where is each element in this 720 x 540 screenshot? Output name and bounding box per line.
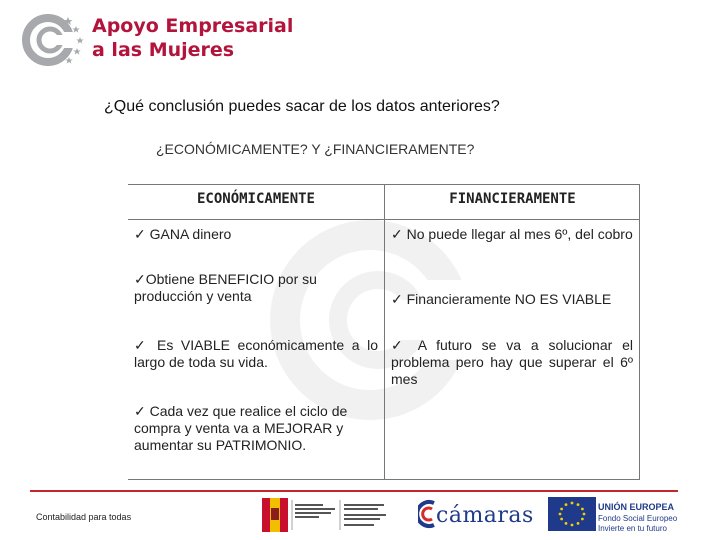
economic-item-2: ✓Obtiene BENEFICIO por su producción y venta [134, 271, 317, 304]
eu-subtitle [598, 514, 677, 534]
subtitle: ¿ECONÓMICAMENTE? Y ¿FINANCIERAMENTE? [156, 141, 475, 157]
brand-emblem-icon [22, 12, 86, 68]
column-divider [384, 185, 385, 479]
footer-divider [30, 490, 678, 492]
header-economic: ECONÓMICAMENTE [196, 191, 315, 207]
brand-logo [22, 12, 322, 68]
ministry-logo [262, 496, 412, 534]
brand-name [92, 14, 293, 62]
camaras-logo-text: cámaras [436, 503, 534, 528]
eu-flag-icon [548, 497, 596, 531]
financial-item-3: ✓ A futuro se va a solucionar el problema pero hay que superar el 6º mes [391, 337, 633, 387]
question-heading: ¿Qué conclusión puedes sacar de los datos anteriores? [104, 98, 500, 115]
brand-name-line1: Apoyo Empresarial [92, 15, 294, 37]
economic-item-1: ✓ GANA dinero [134, 226, 232, 242]
financial-item-1: ✓ No puede llegar al mes 6º, del cobro [391, 226, 633, 242]
financial-item-2: ✓ Financieramente NO ES VIABLE [391, 291, 612, 307]
header-financial: FINANCIERAMENTE [449, 191, 576, 207]
brand-name-line2: a las Mujeres [92, 39, 235, 61]
footer-caption: Contabilidad para todas [36, 512, 132, 522]
economic-item-4: ✓ Cada vez que realice el ciclo de compra y venta va a MEJORAR y aumentar su PATRIMONIO. [134, 403, 348, 453]
comparison-table [128, 184, 640, 480]
eu-subtitle-line2: Invierte en tu futuro [598, 524, 667, 533]
header-divider [128, 219, 639, 220]
eu-title: UNIÓN EUROPEA [598, 502, 675, 512]
economic-item-3: ✓ Es VIABLE económicamente a lo largo de toda su vida. [134, 337, 378, 370]
eu-subtitle-line1: Fondo Social Europeo [598, 514, 678, 523]
camaras-emblem-icon [418, 499, 438, 529]
